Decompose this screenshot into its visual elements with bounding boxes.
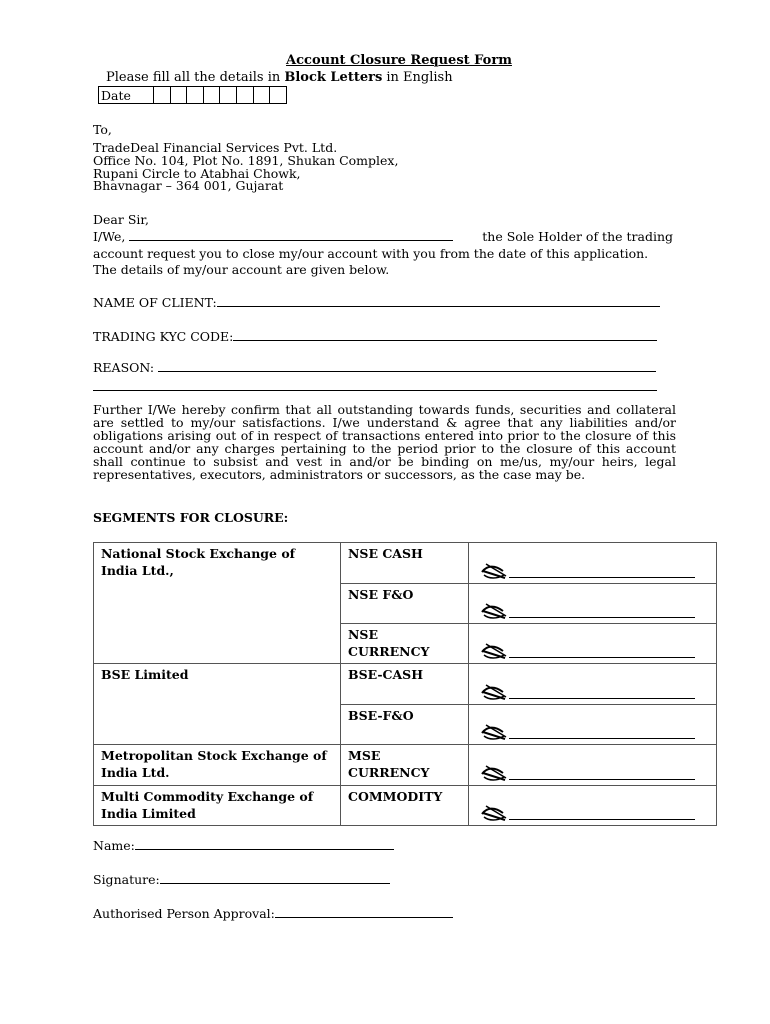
kyc-row — [93, 329, 657, 344]
signature-line — [509, 818, 695, 820]
address-line-4: Bhavnagar – 364 001, Gujarat — [93, 178, 284, 193]
address-line-1: TradeDeal Financial Services Pvt. Ltd. — [93, 140, 338, 155]
form-title: Account Closure Request Form — [286, 53, 512, 68]
reason-input[interactable] — [158, 361, 656, 372]
reason-row — [93, 360, 656, 375]
footer-signature-input[interactable] — [160, 873, 390, 884]
signature-line — [509, 616, 695, 618]
signature-cell[interactable] — [469, 584, 717, 624]
pen-sign-icon — [479, 763, 509, 783]
pen-sign-icon — [479, 682, 509, 702]
footer-name-input[interactable] — [135, 839, 394, 850]
segment-name: MSE CURRENCY — [341, 745, 469, 786]
segment-name: NSE F&O — [341, 584, 469, 624]
segments-table — [93, 542, 717, 826]
date-box[interactable] — [253, 87, 270, 104]
address-line-2: Office No. 104, Plot No. 1891, Shukan Complex, — [93, 153, 399, 168]
segment-name: COMMODITY — [341, 786, 469, 826]
date-label: Date — [99, 87, 154, 104]
segment-name: BSE-CASH — [341, 664, 469, 705]
pen-sign-icon — [479, 722, 509, 742]
footer-signature-row — [93, 872, 390, 887]
footer-approval-label: Authorised Person Approval: — [93, 906, 275, 921]
kyc-input[interactable] — [233, 330, 657, 341]
pen-sign-icon — [479, 641, 509, 661]
footer-approval-input[interactable] — [275, 907, 453, 918]
date-box[interactable] — [220, 87, 237, 104]
body-line-2: The details of my/our account are given below. — [93, 262, 390, 277]
footer-approval-row — [93, 906, 453, 921]
pen-sign-icon — [479, 561, 509, 581]
signature-line — [509, 576, 695, 578]
instructions-pre: Please fill all the details in — [106, 70, 285, 85]
exchange-mcx: Multi Commodity Exchange of India Limited — [94, 786, 341, 826]
date-box[interactable] — [270, 87, 287, 104]
signature-cell[interactable] — [469, 745, 717, 786]
client-name-label: NAME OF CLIENT: — [93, 295, 217, 310]
exchange-nse: National Stock Exchange of India Ltd., — [94, 543, 341, 664]
instructions — [106, 70, 453, 85]
iwe-label: I/We, — [93, 229, 126, 244]
signature-cell[interactable] — [469, 786, 717, 826]
sole-holder-text: the Sole Holder of the trading — [482, 229, 673, 244]
client-name-row — [93, 295, 660, 310]
signature-line — [509, 737, 695, 739]
date-box[interactable] — [154, 87, 171, 104]
reason-input-line-2[interactable] — [93, 390, 657, 391]
pen-sign-icon — [479, 803, 509, 823]
instructions-bold: Block Letters — [284, 70, 383, 85]
signature-cell[interactable] — [469, 624, 717, 664]
segment-name: NSE CASH — [341, 543, 469, 584]
date-box[interactable] — [170, 87, 187, 104]
confirmation-paragraph: Further I/We hereby confirm that all outstanding towards funds, securities and collateral are settled to my/our satisfactions. I/we understand & agree that any liabilities and/or obligations arising out of in respect of transactions entered into prior to the closure of this account and/or any charges pertaining to the period prior to the closure of this account shall continue to subsist and vest in and/or be binding on me/us, my/our heirs, legal representatives, executors, administrators or successors, as the case may be. — [93, 402, 676, 482]
holder-name-input[interactable] — [129, 229, 453, 241]
date-field[interactable] — [98, 86, 287, 104]
pen-sign-icon — [479, 601, 509, 621]
date-box[interactable] — [187, 87, 204, 104]
footer-name-row — [93, 838, 394, 853]
signature-cell[interactable] — [469, 705, 717, 745]
signature-line — [509, 778, 695, 780]
reason-label: REASON: — [93, 360, 155, 375]
segment-name: BSE-F&O — [341, 705, 469, 745]
footer-name-label: Name: — [93, 838, 135, 853]
date-box[interactable] — [203, 87, 220, 104]
signature-cell[interactable] — [469, 543, 717, 584]
iwe-line — [93, 229, 673, 244]
footer-signature-label: Signature: — [93, 872, 160, 887]
to-line: To, — [93, 122, 112, 137]
body-line-1: account request you to close my/our account with you from the date of this application. — [93, 246, 649, 261]
exchange-mse: Metropolitan Stock Exchange of India Ltd. — [94, 745, 341, 786]
kyc-label: TRADING KYC CODE: — [93, 329, 234, 344]
address-line-3: Rupani Circle to Atabhai Chowk, — [93, 166, 301, 181]
signature-line — [509, 656, 695, 658]
segment-name: NSE CURRENCY — [341, 624, 469, 664]
client-name-input[interactable] — [217, 296, 660, 307]
salutation: Dear Sir, — [93, 212, 149, 227]
signature-line — [509, 697, 695, 699]
instructions-post: in English — [382, 70, 453, 85]
exchange-bse: BSE Limited — [94, 664, 341, 745]
segments-heading: SEGMENTS FOR CLOSURE: — [93, 510, 289, 525]
signature-cell[interactable] — [469, 664, 717, 705]
date-box[interactable] — [236, 87, 253, 104]
